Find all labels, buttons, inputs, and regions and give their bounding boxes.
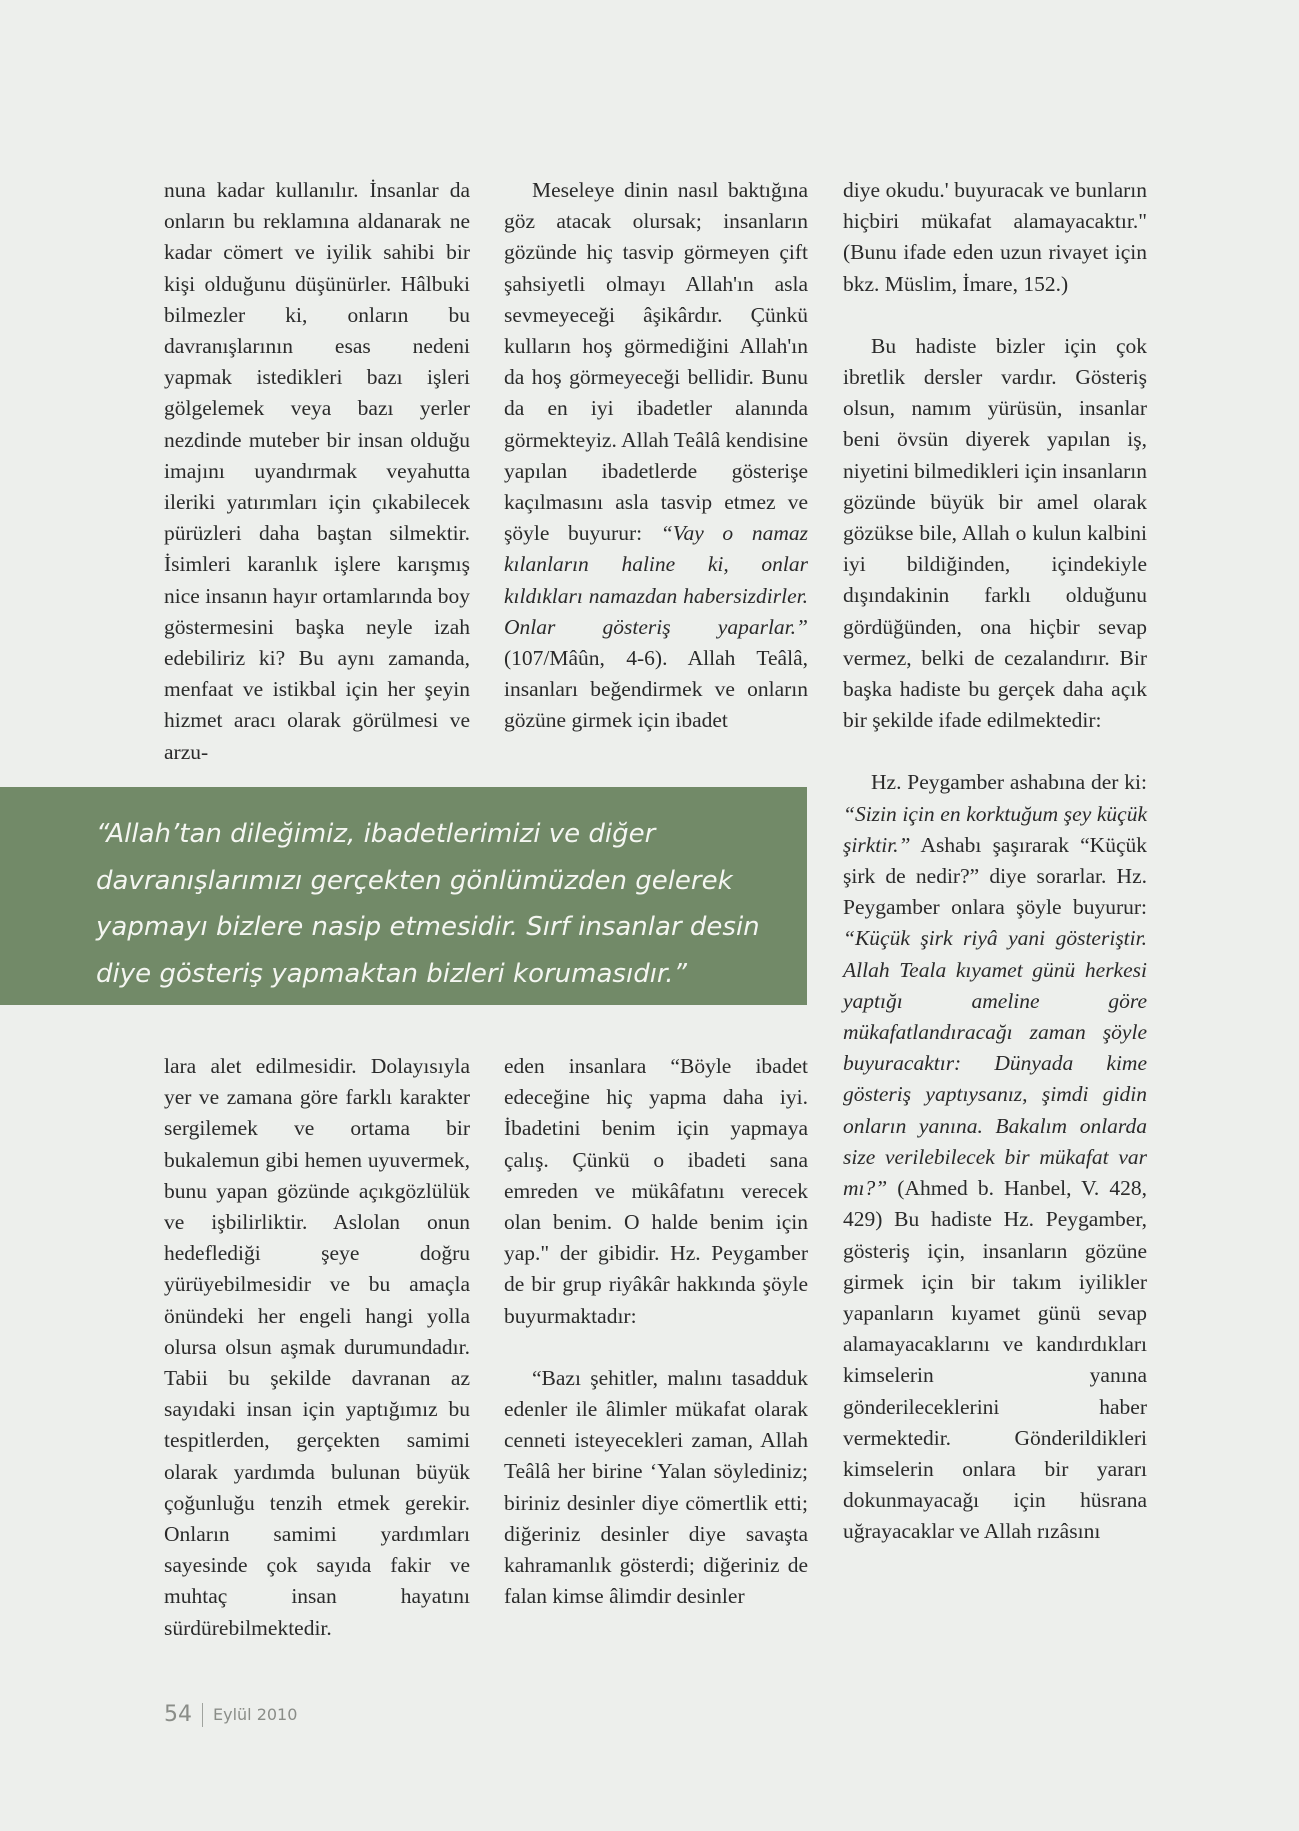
column-1-bottom <box>164 1051 470 1644</box>
paragraph-text: (Ahmed b. Hanbel, V. 428, 429) Bu hadiste Hz. Peygamber, gösteriş için, insanların gözüne girmek için bir takım iyilikler yapanların kıyamet günü sevap alamayacaklarını ve kandırdıkları kimselerin yanına gönderileceklerini haber vermektedir. Gönderildikleri kimselerin onlara bir yararı dokunmayacağı için hüsrana uğrayacaklar ve Allah rızâsını <box>843 1176 1148 1544</box>
column-2-bottom <box>504 1051 808 1612</box>
paragraph-text: (107/Mâûn, 4-6). Allah Teâlâ, insanları beğendirmek ve onların gözüne girmek için ibadet <box>504 646 808 733</box>
paragraph <box>843 767 1147 1547</box>
paragraph: Bu hadiste bizler için çok ibretlik dersler vardır. Gösteriş olsun, namım yürüsün, insanlar beni övsün diyerek yapılan iş, niyetini bilmedikleri için insanların gözünde büyük bir amel olarak gözükse bile, Allah o kulun kalbini iyi bildiğinden, içindekiyle dışındakinin farklı olduğunu gördüğünden, ona hiçbir sevap vermez, belki de cezalandırır. Bir başka hadiste bu gerçek daha açık bir şekilde ifade edilmektedir: <box>843 333 1147 733</box>
paragraph: lara alet edilmesidir. Dolayısıyla yer ve zamana göre farklı karakter sergilemek ve ortama bir bukalemun gibi hemen uyuvermek, bunu yapan gözünde açıkgözlülük ve işbilirliktir. Aslolan onun hedeflediği şeye doğru yürüyebilmesidir ve bu amaçla önündeki her engeli hangi yolla olursa olsun aşmak durumundadır. Tabii bu şekilde davranan az sayıdaki insan için yaptığımız bu tespitlerden, gerçekten samimi olarak yardımda bulunan büyük çoğunluğu tenzih etmek gerekir. Onların samimi yardımları sayesinde çok sayıda fakir ve muhtaç insan hayatını sürdürebilmektedir. <box>164 1054 470 1640</box>
page-footer <box>164 1702 297 1727</box>
paragraph-text: Hz. Peygamber ashabına der ki: <box>871 770 1147 795</box>
issue-date: Eylül 2010 <box>213 1705 298 1724</box>
column-3 <box>843 175 1147 1548</box>
paragraph: eden insanlara “Böyle ibadet edeceğine hiç yapma daha iyi. İbadetini benim için yapmaya çalış. Çünkü o ibadeti sana emreden ve mükâfatını verecek olan benim. O halde benim için yap." der gibidir. Hz. Peygamber de bir grup riyâkâr hakkında şöyle buyurmaktadır: <box>504 1054 808 1328</box>
page-number: 54 <box>164 1702 192 1727</box>
paragraph: “Bazı şehitler, malını tasadduk edenler ile âlimler mükafat olarak cenneti isteyecekleri zaman, Allah Teâlâ her birine ‘Yalan söylediniz; biriniz desinler diye cömertlik etti; diğeriniz desinler diye savaşta kahramanlık gösterdi; diğeriniz de falan kimse âlimdir desinler <box>504 1365 808 1609</box>
column-1-top <box>164 175 470 768</box>
pull-quote: “Allah’tan dileğimiz, ibadetlerimizi ve diğer davranışlarımızı gerçekten gönlümüzden gelerek yapmayı bizlere nasip etmesidir. Sırf insanlar desin diye gösteriş yapmaktan bizleri korumasıdır.” <box>0 787 807 1005</box>
paragraph-text: Ashabı şaşırarak “Küçük şirk de nedir?” diye sorarlar. Hz. Peygamber onlara şöyle buyurur: <box>843 832 1147 920</box>
paragraph <box>504 175 808 737</box>
hadith-quote: “Küçük şirk riyâ yani gösteriştir. Allah Teala kıyamet günü herkesi yaptığı ameline göre mükafatlandıracağı zaman şöyle buyuracaktır: Dünyada kime gösteriş yaptıysanız, şimdi gidin onların yanına. Bakalım onlarda size verilebilecek bir mükafat var mı?” <box>843 926 1147 1201</box>
paragraph-text: Meseleye dinin nasıl baktığına göz atacak olursak; insanların gözünde hiç tasvip görmeyen çift şahsiyetli olmayı Allah'ın asla sevmeyeceği âşikârdır. Çünkü kulların hoş görmediğini Allah'ın da hoş görmeyeceği bellidir. Bunu da en iyi ibadetler alanında görmekteyiz. Allah Teâlâ kendisine yapılan ibadetlerde gösterişe kaçılmasını asla tasvip etmez ve şöyle buyurur: <box>504 178 808 546</box>
paragraph: diye okudu.' buyuracak ve bunların hiçbiri mükafat alamayacaktır." (Bunu ifade eden uzun rivayet için bkz. Müslim, İmare, 152.) <box>843 178 1147 296</box>
footer-divider <box>202 1703 203 1727</box>
paragraph: nuna kadar kullanılır. İnsanlar da onların bu reklamına aldanarak ne kadar cömert ve iyilik sahibi bir kişi olduğunu düşünürler. Hâlbuki bilmezler ki, onların bu davranışlarının esas nedeni yapmak istedikleri bazı işleri gölgelemek veya bazı yerler nezdinde muteber bir insan olduğu imajını uyandırmak veyahutta ileriki yatırımları için çıkabilecek pürüzleri daha baştan silmektir. İsimleri karanlık işlere karışmış nice insanın hayır ortamlarında boy göstermesini başka neyle izah edebiliriz ki? Bu aynı zamanda, menfaat ve istikbal için her şeyin hizmet aracı olarak görülmesi ve arzu- <box>164 178 470 764</box>
column-2-top <box>504 175 808 737</box>
verse-quote: “Vay o namaz kılanların haline ki, onlar kıldıkları namazdan habersizdirler. Onlar gösteriş yaparlar.” <box>504 521 808 639</box>
hadith-quote: “Sizin için en korktuğum şey küçük şirktir.” <box>843 801 1147 857</box>
